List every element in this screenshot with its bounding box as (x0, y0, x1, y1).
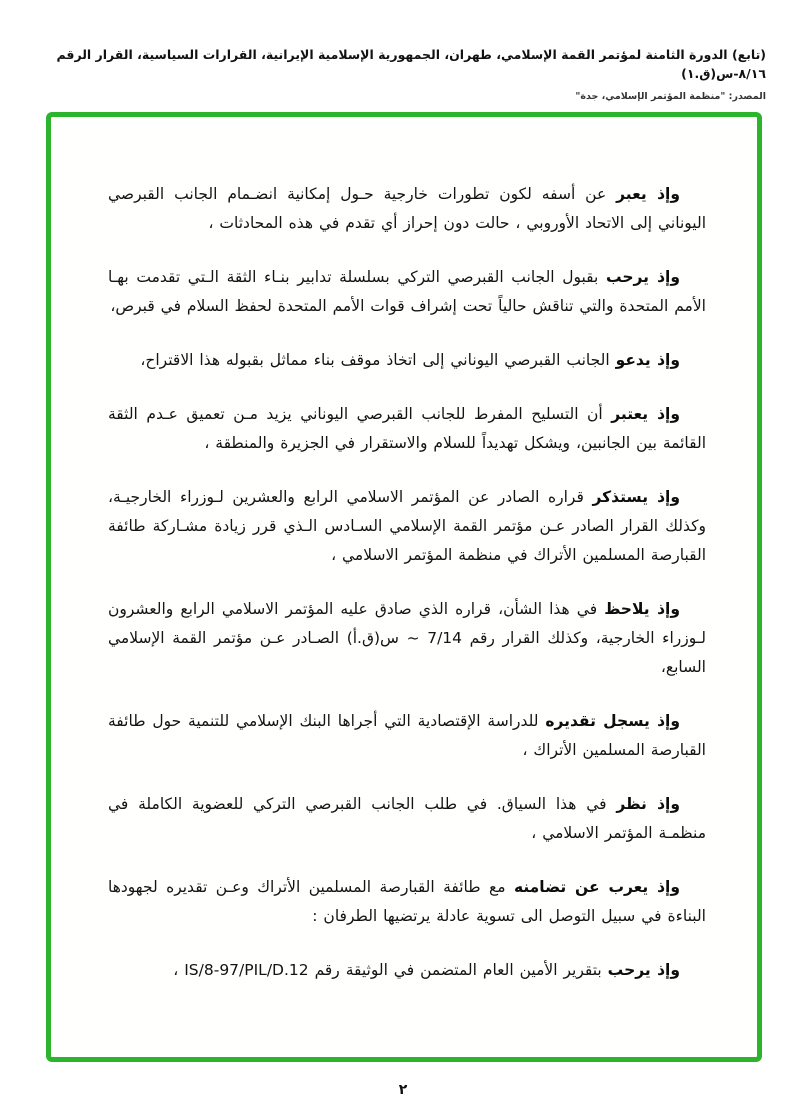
paragraph-lead: وإذ يعرب عن تضامنه (513, 878, 680, 896)
paragraph-lead: وإذ يدعو (615, 351, 680, 369)
document-header (40, 46, 766, 102)
paragraph (108, 346, 706, 375)
paragraph (108, 595, 706, 682)
paragraph-lead: وإذ يعتبر (611, 405, 680, 423)
paragraph-text: بقبول الجانب القبرصي التركي بسلسلة تدابير بنـاء الثقة الـتي تقدمت بهـا الأمم المتحدة والتي تناقش حالياً تحت إشراف قوات الأمم المتحدة لحفظ السلام في قبرص، (108, 268, 706, 315)
header-source-line: المصدر: "منظمة المؤتمر الإسلامي، جدة" (575, 90, 766, 102)
paragraph-text: للدراسة الإقتصادية التي أجراها البنك الإسلامي للتنمية حول طائفة القبارصة المسلمين الأتراك ، (108, 712, 706, 759)
paragraph (108, 483, 706, 570)
paragraph-text: قراره الصادر عن المؤتمر الاسلامي الرابع والعشرين لـوزراء الخارجيـة، وكذلك القرار الصادر عـن مؤتمر القمة الإسلامي السـادس الـذي قرر زيادة مشـاركة طائفة القبارصة المسلمين الأتراك في منظمة المؤتمر الاسلامي ، (108, 488, 706, 564)
paragraph (108, 790, 706, 848)
paragraph-lead: وإذ يرحب (607, 961, 680, 979)
paragraph-text: مع طائفة القبارصة المسلمين الأتراك وعـن تقديره لجهودها البناءة في سبيل التوصل الى تسوية عادلة يرتضيها الطرفان : (108, 878, 706, 925)
page-number: ٢ (398, 1082, 408, 1098)
paragraph (108, 263, 706, 321)
paragraph-text: بتقرير الأمين العام المتضمن في الوثيقة رقم IS/8-97/PIL/D.12 ، (173, 961, 608, 979)
paragraph-lead: وإذ يرحب (605, 268, 680, 286)
paragraph (108, 956, 706, 985)
paragraph-text: في هذا السياق. في طلب الجانب القبرصي التركي للعضوية الكاملة في منظمـة المؤتمر الاسلامي ، (108, 795, 706, 842)
paragraph-lead: وإذ يعبر (616, 185, 680, 203)
paragraph-text: في هذا الشأن، قراره الذي صادق عليه المؤتمر الاسلامي الرابع والعشرون لـوزراء الخارجية، وكذلك القرار رقم 7/14 ~ س(ق.أ) الصـادر عـن مؤتمر القمة الإسلامي السابع، (108, 600, 707, 676)
paragraph (108, 180, 706, 238)
paragraph (108, 873, 706, 931)
paragraph-lead: وإذ يستذكر (592, 488, 681, 506)
document-body (46, 112, 762, 1062)
header-title-line: (تابع) الدورة الثامنة لمؤتمر القمة الإسلامي، طهران، الجمهورية الإسلامية الإيرانية، القرارات السياسية، القرار الرقم ٨/١٦-س(ق.١) (56, 47, 766, 81)
paragraph-lead: وإذ يسجل تقديره (545, 712, 680, 730)
paragraph-lead: وإذ نظر (616, 795, 681, 813)
paragraph-text: الجانب القبرصي اليوناني إلى اتخاذ موقف بناء مماثل بقبوله هذا الاقتراح، (140, 351, 616, 369)
paragraph-text: أن التسليح المفرط للجانب القبرصي اليوناني يزيد مـن تعميق عـدم الثقة القائمة بين الجانبين، ويشكل تهديداً للسلام والاستقرار في الجزيرة والمنطقة ، (108, 405, 706, 452)
paragraph (108, 707, 706, 765)
paragraph (108, 400, 706, 458)
paragraph-lead: وإذ يلاحظ (604, 600, 681, 618)
paragraph-text: عن أسفه لكون تطورات خارجية حـول إمكانية انضـمام الجانب القبرصي اليوناني إلى الاتحاد الأوروبي ، حالت دون إحراز أي تقدم في هذه المحادثات ، (108, 185, 706, 232)
